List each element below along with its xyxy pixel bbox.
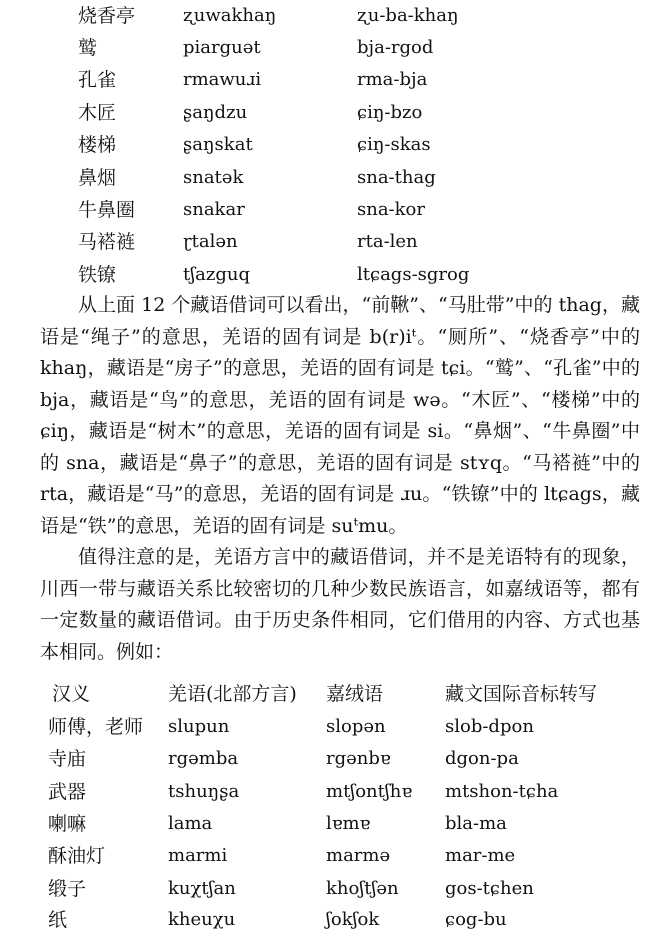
qiang-form: kuχtʃan bbox=[168, 878, 236, 899]
tibetan-form: bja-rgod bbox=[357, 37, 434, 58]
qiang-form: rmawuɹi bbox=[183, 69, 262, 90]
tibetan-form: slob-dpon bbox=[445, 716, 534, 737]
tibetan-form: ɕog-bu bbox=[445, 909, 507, 930]
chinese-gloss: 鹫 bbox=[78, 37, 98, 59]
column-header-jiarong: 嘉绒语 bbox=[326, 683, 384, 705]
chinese-gloss: 烧香亭 bbox=[78, 5, 136, 27]
column-header-tibetan: 藏文国际音标转写 bbox=[445, 683, 598, 705]
tibetan-form: sna-thag bbox=[357, 167, 436, 188]
chinese-gloss: 酥油灯 bbox=[48, 845, 106, 867]
tibetan-form: ltɕags-sgrog bbox=[357, 264, 470, 285]
qiang-form: ʐuwakhaŋ bbox=[183, 5, 277, 26]
body-text bbox=[40, 290, 640, 668]
chinese-gloss: 牛鼻圈 bbox=[78, 199, 136, 221]
paragraph-loanword-analysis: 从上面 12 个藏语借词可以看出，“前鞦”、“马肚带”中的 thag，藏语是“绳子”的意思，羌语的固有词是 b(r)iᵗ。“厕所”、“烧香亭”中的 khaŋ，藏语是“房子”的意思，羌语的固有词是 tɕi。“鹫”、“孔雀”中的 bja，藏语是“鸟”的意思，羌语的固有词是 wə。“木匠”、“楼梯”中的 ɕiŋ，藏语是“树木”的意思，羌语的固有词是 si。“鼻烟”、“牛鼻圈”中的 sna，藏语是“鼻子”的意思，羌语的固有词是 stʏq。“马褡裢”中的 rta，藏语是“马”的意思，羌语的固有词是 ɹu。“铁镣”中的 ltɕags，藏语是“铁”的意思，羌语的固有词是 suᵗmu。 bbox=[40, 294, 640, 537]
chinese-gloss: 木匠 bbox=[78, 102, 117, 124]
tibetan-form: ɕiŋ-bzo bbox=[357, 102, 423, 123]
tibetan-form: sna-kor bbox=[357, 199, 425, 220]
jiarong-form: mtʃontʃhɐ bbox=[326, 781, 413, 802]
qiang-form: ɽtalən bbox=[183, 231, 238, 252]
chinese-gloss: 鼻烟 bbox=[78, 167, 117, 189]
column-header-qiang: 羌语(北部方言) bbox=[168, 683, 297, 705]
chinese-gloss: 楼梯 bbox=[78, 134, 117, 156]
chinese-gloss: 孔雀 bbox=[78, 69, 117, 91]
jiarong-form: ʃokʃok bbox=[326, 909, 380, 930]
qiang-form: kheuχu bbox=[168, 909, 236, 930]
jiarong-form: khoʃtʃən bbox=[326, 878, 399, 899]
jiarong-form: rgənbɐ bbox=[326, 748, 391, 769]
qiang-form: lama bbox=[168, 813, 213, 834]
chinese-gloss: 马褡裢 bbox=[78, 231, 136, 253]
qiang-form: slupun bbox=[168, 716, 230, 737]
chinese-gloss: 师傅，老师 bbox=[48, 716, 144, 738]
tibetan-form: dgon-pa bbox=[445, 748, 519, 769]
chinese-gloss: 喇嘛 bbox=[48, 813, 87, 835]
tibetan-form: rma-bja bbox=[357, 69, 428, 90]
tibetan-form: gos-tɕhen bbox=[445, 878, 534, 899]
qiang-form: tshuŋʂa bbox=[168, 781, 240, 802]
jiarong-form: lɐmɐ bbox=[326, 813, 371, 834]
qiang-form: marmi bbox=[168, 845, 228, 866]
qiang-form: ʂaŋdzu bbox=[183, 102, 248, 123]
chinese-gloss: 铁镣 bbox=[78, 264, 117, 286]
chinese-gloss: 武器 bbox=[48, 781, 87, 803]
chinese-gloss: 纸 bbox=[48, 909, 68, 931]
qiang-form: rgəmba bbox=[168, 748, 239, 769]
tibetan-form: bla-ma bbox=[445, 813, 507, 834]
chinese-gloss: 寺庙 bbox=[48, 748, 87, 770]
column-header-gloss: 汉义 bbox=[52, 683, 91, 705]
tibetan-form: mar-me bbox=[445, 845, 516, 866]
jiarong-form: marmə bbox=[326, 845, 391, 866]
qiang-form: snatək bbox=[183, 167, 244, 188]
tibetan-form: mtshon-tɕha bbox=[445, 781, 559, 802]
jiarong-form: slopən bbox=[326, 716, 386, 737]
qiang-form: snakar bbox=[183, 199, 245, 220]
paragraph-dialect-note: 值得注意的是，羌语方言中的藏语借词，并不是羌语特有的现象，川西一带与藏语关系比较密切的几种少数民族语言，如嘉绒语等，都有一定数量的藏语借词。由于历史条件相同，它们借用的内容、方式也基本相同。例如： bbox=[40, 546, 640, 663]
tibetan-form: rta-len bbox=[357, 231, 418, 252]
tibetan-form: ɕiŋ-skas bbox=[357, 134, 431, 155]
tibetan-form: ʐu-ba-khaŋ bbox=[357, 5, 459, 26]
chinese-gloss: 缎子 bbox=[48, 878, 87, 900]
qiang-form: piarguət bbox=[183, 37, 261, 58]
qiang-form: ʂaŋskat bbox=[183, 134, 253, 155]
qiang-form: tʃazguq bbox=[183, 264, 250, 285]
